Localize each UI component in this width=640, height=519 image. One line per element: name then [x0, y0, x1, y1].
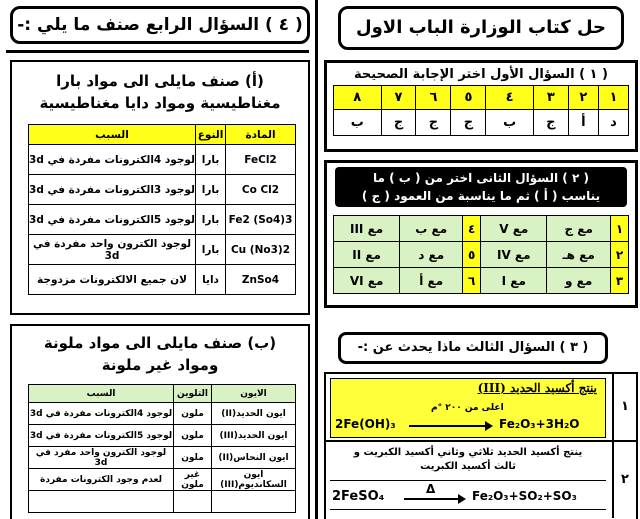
q3-item-1-heading: ينتج أكسيد الحديد (III) — [477, 381, 597, 395]
reaction-arrow — [409, 425, 491, 427]
row-number: ٣ — [611, 268, 629, 294]
color-table-header — [29, 385, 296, 403]
table-row — [29, 205, 296, 235]
color-cell — [174, 491, 212, 513]
type-cell: بارا — [196, 235, 226, 265]
magnetic-table-header — [29, 125, 296, 145]
reactant: 2FeSO₄ — [332, 489, 385, 504]
answer-number: ٧ — [381, 86, 416, 110]
answer-letter: ج — [381, 110, 416, 136]
question-4-header — [10, 6, 310, 44]
row-number: ٥ — [463, 242, 481, 268]
reaction-arrow — [404, 498, 464, 500]
match-c: مع I — [481, 268, 547, 294]
ion-cell: ايون السكانديوم(III) — [212, 469, 296, 491]
answer-letter: أ — [568, 110, 598, 136]
answer-number: ٦ — [416, 86, 451, 110]
section-b-title — [12, 332, 308, 376]
table-row — [334, 268, 629, 294]
question-3-header — [338, 332, 608, 364]
chapter-title: حل كتاب الوزارة الباب الاول — [355, 17, 606, 38]
col-ion: الايون — [212, 385, 296, 403]
col-material: المادة — [226, 125, 296, 145]
ion-cell — [212, 491, 296, 513]
match-b: مع و — [547, 268, 611, 294]
table-row — [29, 145, 296, 175]
type-cell: بارا — [196, 205, 226, 235]
q3-item-2 — [326, 442, 636, 519]
answer-number: ٢ — [568, 86, 598, 110]
match-c: مع II — [334, 242, 400, 268]
q3-item-2-text-line2: ثالث أكسيد الكبريت — [420, 461, 516, 472]
col-reason: السبب — [29, 125, 196, 145]
reason-cell: لعدم وجود الكترونات مفردة — [29, 469, 174, 491]
table-row — [29, 235, 296, 265]
reason-cell: لوجود 3الكترونات مفردة في 3d — [29, 175, 196, 205]
q3-item-1-content — [330, 378, 606, 438]
reason-cell: لوجود 5الكترونات مفردة في 3d — [29, 205, 196, 235]
color-cell: ملون — [174, 403, 212, 425]
match-b: مع ب — [400, 216, 463, 242]
right-column — [322, 0, 640, 519]
answer-letter: ب — [486, 110, 533, 136]
answer-number: ١ — [598, 86, 628, 110]
question-3-title: ( ٣ ) السؤال الثالث ماذا يحدث عن :- — [357, 340, 589, 355]
row-number: ٦ — [463, 268, 481, 294]
answer-letter: ب — [334, 110, 382, 136]
row-number: ١ — [611, 216, 629, 242]
table-row — [29, 175, 296, 205]
col-color: التلوين — [174, 385, 212, 403]
q3-item-2-text-line1: ينتج أكسيد الحديد ثلاثي وثاني أكسيد الكبريت و — [353, 447, 583, 458]
chapter-header — [338, 6, 624, 50]
left-column — [0, 0, 318, 519]
color-cell: ملون — [174, 447, 212, 469]
products: Fe₂O₃+SO₂+SO₃ — [472, 489, 577, 503]
reactant: 2Fe(OH)₃ — [335, 417, 396, 431]
match-b: مع د — [400, 242, 463, 268]
reaction-condition: اعلى من ٢٠٠ °م — [431, 403, 504, 413]
match-b: مع هـ — [547, 242, 611, 268]
table-row — [29, 265, 296, 295]
q3-item-1 — [326, 374, 636, 442]
q3-item-2-equation — [330, 480, 606, 510]
section-b-title-line2: ومواد غير ملونة — [101, 356, 219, 374]
q3-item-2-text — [330, 446, 606, 474]
match-c: مع V — [481, 216, 547, 242]
section-b-title-line1: (ب) صنف مايلى الى مواد ملونة — [43, 334, 277, 352]
section-b-panel — [10, 324, 310, 519]
answer-letter: د — [598, 110, 628, 136]
section-a-panel — [10, 60, 310, 315]
type-cell: دايا — [196, 265, 226, 295]
material-cell: FeCl2 — [226, 145, 296, 175]
section-a-title-line2: مغناطيسية ومواد دايا مغناطيسية — [39, 94, 281, 112]
color-table — [28, 384, 296, 513]
section-a-title-line1: (أ) صنف مايلى الى مواد بارا — [56, 72, 264, 90]
matching-table — [333, 215, 629, 294]
table-row — [334, 216, 629, 242]
ion-cell: ايون الحديد(III) — [212, 425, 296, 447]
table-row — [29, 425, 296, 447]
type-cell: بارا — [196, 175, 226, 205]
reaction-condition: Δ — [426, 482, 436, 496]
q3-item-1-number: ١ — [612, 374, 636, 440]
products: Fe₂O₃+3H₂O — [499, 417, 580, 431]
reason-cell: لان جميع الالكترونات مزدوجة — [29, 265, 196, 295]
table-row — [29, 403, 296, 425]
col-type: النوع — [196, 125, 226, 145]
answer-letter: ج — [451, 110, 486, 136]
reason-cell: لوجود 4الكترونات مفردة في 3d — [29, 403, 174, 425]
question-1-panel — [324, 60, 638, 152]
answer-number: ٤ — [486, 86, 533, 110]
reason-cell: لوجود 5الكترونات مفردة في 3d — [29, 425, 174, 447]
question-4-title: ( ٤ ) السؤال الرابع صنف ما يلي :- — [17, 15, 303, 35]
section-a-title — [12, 70, 308, 114]
table-row — [334, 242, 629, 268]
q3-item-2-content — [330, 446, 606, 516]
answer-letter: ج — [533, 110, 568, 136]
answer-letter: ج — [416, 110, 451, 136]
answer-number: ٣ — [533, 86, 568, 110]
question-2-panel — [324, 160, 638, 308]
table-row — [29, 447, 296, 469]
material-cell: Cu (No3)2 — [226, 235, 296, 265]
ion-cell: ايون النحاس(II) — [212, 447, 296, 469]
answer-number: ٥ — [451, 86, 486, 110]
question-3-panel — [324, 372, 638, 519]
row-number: ٤ — [463, 216, 481, 242]
row-number: ٢ — [611, 242, 629, 268]
material-cell: Fe2 (So4)3 — [226, 205, 296, 235]
answer-number: ٨ — [334, 86, 382, 110]
material-cell: Co Cl2 — [226, 175, 296, 205]
question-2-title — [335, 167, 627, 207]
question-2-title-line1: ( ٢ ) السؤال الثانى اختر من ( ب ) ما — [373, 171, 589, 185]
color-cell: ملون — [174, 425, 212, 447]
col-reason: السبب — [29, 385, 174, 403]
answer-numbers-row — [334, 86, 629, 110]
reason-cell: لوجود الكترون واحد مفرد في 3d — [29, 447, 174, 469]
color-cell: غير ملون — [174, 469, 212, 491]
question-1-title: ( ١ ) السؤال الأول اختر الإجابة الصحيحة — [354, 67, 608, 82]
answers-table — [333, 85, 629, 136]
q3-item-1-equation — [335, 403, 605, 435]
match-c: مع IV — [481, 242, 547, 268]
answer-letters-row — [334, 110, 629, 136]
table-row — [29, 469, 296, 491]
match-b: مع أ — [400, 268, 463, 294]
q3-item-2-number: ٢ — [612, 442, 636, 518]
question-2-title-line2: يناسب ( أ ) ثم ما يناسبة من العمود ( ج ) — [361, 189, 601, 203]
ion-cell: ايون الحديد(II) — [212, 403, 296, 425]
table-row — [29, 491, 296, 513]
reason-cell: لوجود 4الكترونات مفردة في 3d — [29, 145, 196, 175]
match-b: مع ج — [547, 216, 611, 242]
magnetic-table — [28, 124, 296, 295]
reason-cell: لوجود الكترون واحد مفردة في 3d — [29, 235, 196, 265]
match-c: مع VI — [334, 268, 400, 294]
match-c: مع III — [334, 216, 400, 242]
type-cell: بارا — [196, 145, 226, 175]
material-cell: ZnSo4 — [226, 265, 296, 295]
divider — [6, 50, 309, 53]
reason-cell — [29, 491, 174, 513]
